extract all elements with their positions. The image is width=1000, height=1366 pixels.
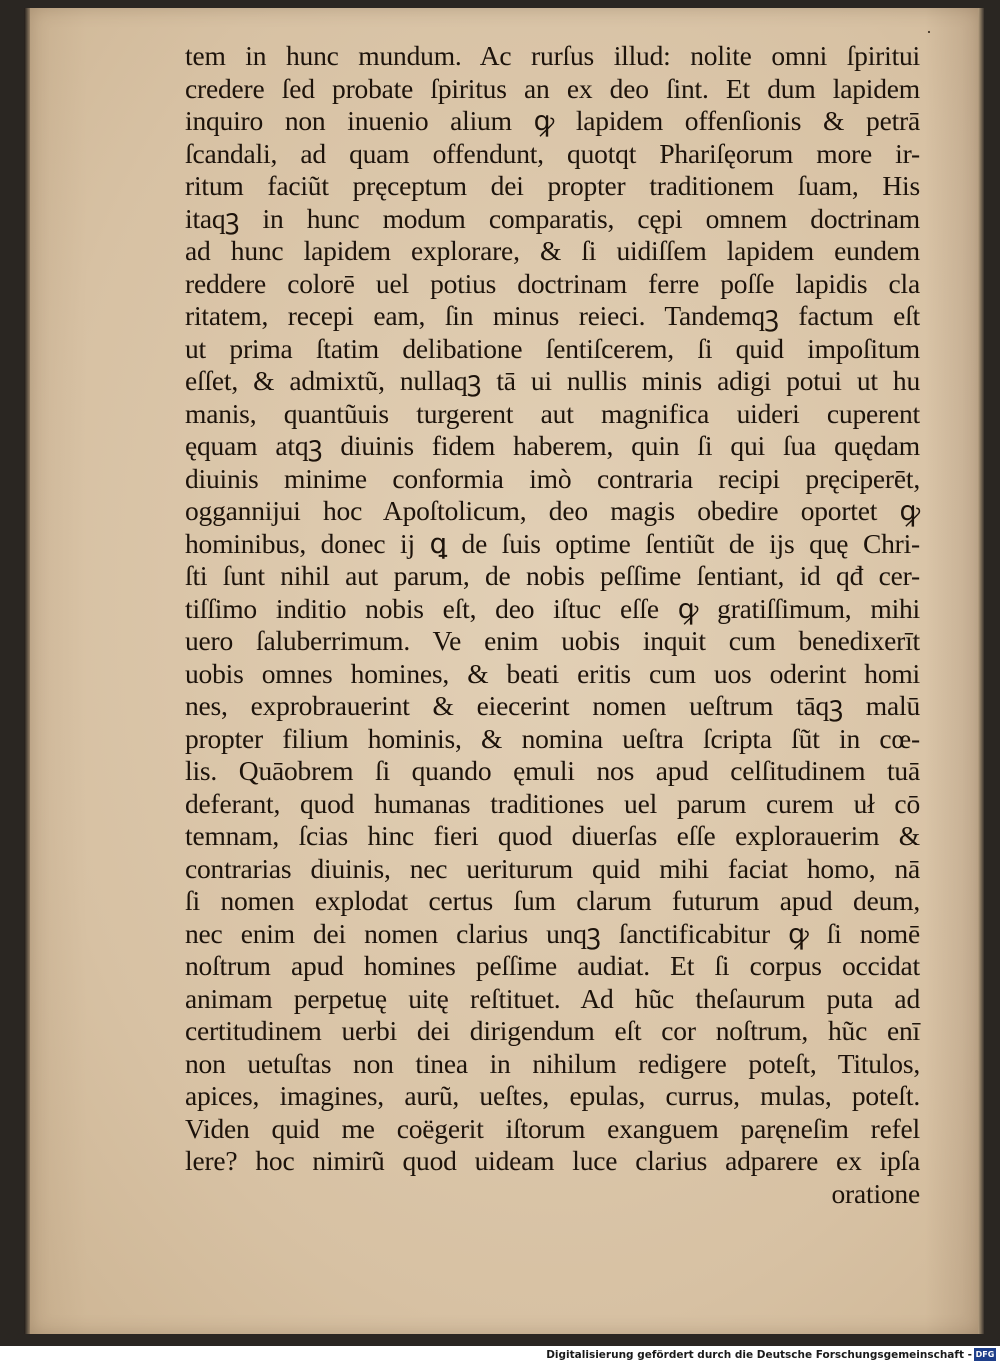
text-line: credere ſed probate ſpiritus an ex deo ſint. Et dum lapidem <box>185 72 920 104</box>
text-line: temnam, ſcias hinc fieri quod diuerſas eſſe explorauerim & <box>185 820 920 851</box>
text-line: eſſet, & admixtũ, nullaqꝫ tā ui nullis minis adigi potui ut hu <box>185 365 920 396</box>
text-line: Viden quid me coëgerit iſtorum exanguem paręneſim refel <box>185 1112 920 1144</box>
text-line: ad hunc lapidem explorare, & ſi uidiſſem lapidem eundem <box>185 235 920 266</box>
digitization-credit: Digitalisierung gefördert durch die Deutsche Forschungsgemeinschaft - <box>546 1349 972 1361</box>
text-line: certitudinem uerbi dei dirigendum eſt cor noſtrum, hũc enī <box>185 1015 920 1046</box>
text-line: noſtrum apud homines peſſime audiat. Et ſi corpus occidat <box>185 950 920 981</box>
text-line: contrarias diuinis, nec ueriturum quid mihi faciat homo, nā <box>185 852 920 884</box>
text-line: apices, imagines, aurũ, ueſtes, epulas, currus, mulas, poteſt. <box>185 1080 920 1111</box>
text-line: lis. Quāobrem ſi quando ęmuli nos apud celſitudinem tuā <box>185 755 920 786</box>
text-line: ritum faciũt pręceptum dei propter traditionem ſuam, His <box>185 170 920 201</box>
text-line: ſi nomen explodat certus ſum clarum futurum apud deum, <box>185 885 920 916</box>
text-line: non uetuſtas non tinea in nihilum redigere poteſt, Titulos, <box>185 1047 920 1079</box>
page-text-block <box>185 40 920 1210</box>
text-line: ut prima ſtatim delibatione ſentiſcerem, ſi quid impoſitum <box>185 332 920 364</box>
text-line: itaqꝫ in hunc modum comparatis, cępi omnem doctrinam <box>185 202 920 234</box>
text-line: tiſſimo inditio nobis eſt, deo iſtuc eſſe ꝙ gratiſſimum, mihi <box>185 592 920 624</box>
text-line: uobis omnes homines, & beati eritis cum uos oderint homi <box>185 657 920 689</box>
text-line: manis, quantũuis turgerent aut magnifica uideri cuperent <box>185 397 920 429</box>
text-line: nes, exprobrauerint & eiecerint nomen ueſtrum tāqꝫ malū <box>185 690 920 721</box>
text-line: nec enim dei nomen clarius unqꝫ ſanctificabitur ꝙ ſi nomē <box>185 917 920 949</box>
dfg-logo: DFG <box>975 1350 995 1359</box>
text-line: uero ſaluberrimum. Ve enim uobis inquit cum benedixerīt <box>185 625 920 656</box>
text-line: ęquam atqꝫ diuinis fidem haberem, quin ſi qui ſua quędam <box>185 430 920 461</box>
text-line: oggannijui hoc Apoſtolicum, deo magis obedire oportet ꝙ <box>185 495 920 526</box>
text-line: inquiro non inuenio alium ꝙ lapidem offenſionis & petrā <box>185 105 920 136</box>
text-line: diuinis minime conformia imò contraria recipi pręciperēt, <box>185 462 920 494</box>
page-corner-mark: · <box>926 22 932 42</box>
text-line: ſcandali, ad quam offendunt, quotqt Phariſęorum more ir- <box>185 137 920 169</box>
text-line: tem in hunc mundum. Ac rurſus illud: nolite omni ſpiritui <box>185 40 920 71</box>
text-line: hominibus, donec ij ꝗ de ſuis optime ſentiũt de ijs quę Chri- <box>185 527 920 559</box>
text-line: propter filium hominis, & nomina ueſtra ſcripta ſũt in cœ- <box>185 722 920 754</box>
text-line: oratione <box>831 1177 920 1209</box>
text-line: deferant, quod humanas traditiones uel parum curem uł cō <box>185 787 920 819</box>
text-line: animam perpetuę uitę reſtituet. Ad hũc theſaurum puta ad <box>185 982 920 1014</box>
text-line: ritatem, recepi eam, ſin minus reieci. Tandemqꝫ factum eſt <box>185 300 920 331</box>
text-line: lere? hoc nimirũ quod uideam luce clarius adparere ex ipſa <box>185 1145 920 1176</box>
text-line: ſti ſunt nihil aut parum, de nobis peſſime ſentiant, id qđ cer- <box>185 560 920 591</box>
page-right-edge <box>978 8 984 1334</box>
text-line: reddere colorē uel potius doctrinam ferre poſſe lapidis cla <box>185 267 920 299</box>
